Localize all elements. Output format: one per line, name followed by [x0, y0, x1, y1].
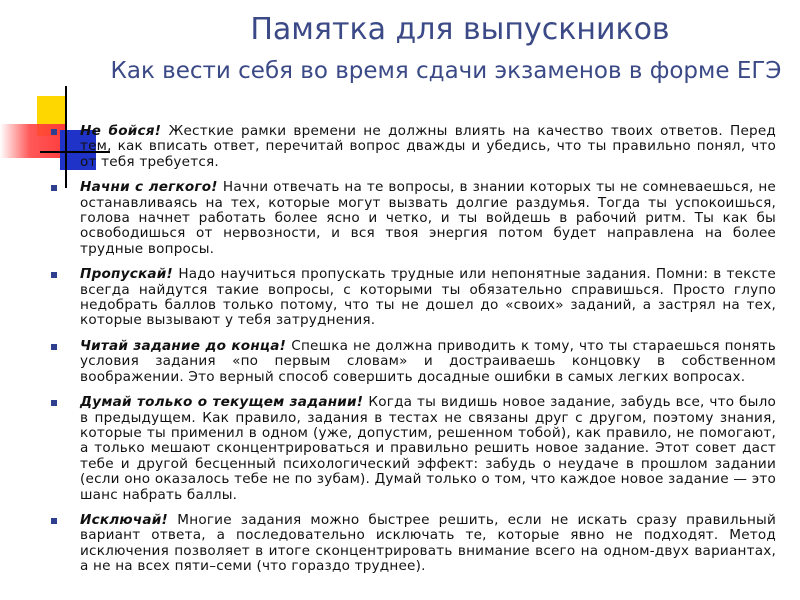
bullet-square-icon [51, 185, 57, 191]
tip-title: Пропускай! [80, 266, 179, 283]
tip-item-start-easy [48, 180, 776, 257]
tip-text: Начни отвечать на те вопросы, в знании которых ты не сомневаешься, не останавливаясь на тех, которые могут вызвать долгие раздумья. Тогда ты успокоишься, голова начнет работать более ясно и четко, и ты войдешь в рабочий ритм. Ты как бы освободишься от нервозности, и вся твоя энергия потом будет направлена на более трудные вопросы. [80, 179, 776, 257]
tip-text: Надо научиться пропускать трудные или непонятные задания. Помни: в тексте всегда найдутся такие вопросы, с которыми ты обязательно справишься. Просто глупо недобрать баллов только потому, что ты не дошел до «своих» заданий, а застрял на тех, которые вызывают у тебя затруднения. [80, 266, 776, 329]
tip-title: Исключай! [80, 511, 178, 528]
tip-item-current-task [48, 395, 776, 503]
tip-text: Жесткие рамки времени не должны влиять на качество твоих ответов. Перед тем, как вписать ответ, перечитай вопрос дважды и убедись, что ты правильно понял, что от тебя требуется. [80, 123, 776, 170]
tip-item-read-to-end [48, 339, 776, 385]
tip-text: Когда ты видишь новое задание, забудь все, что было в предыдущем. Как правило, задания в тестах не связаны друг с другом, поэтому знания, которые ты применил в одном (уже, допустим, решенном тобой), как правило, не помогают, а только мешают сконцентрироваться и правильно решить новое задание. Этот совет даст тебе и другой бесценный психологический эффект: забудь о неудаче в прошлом задании (если оно оказалось тебе не по зубам). Думай только о том, что каждое новое задание — это шанс набрать баллы. [80, 394, 776, 503]
bullet-square-icon [51, 129, 57, 135]
tip-item-exclude [48, 513, 776, 575]
tip-text: Многие задания можно быстрее решить, если не искать сразу правильный вариант ответа, а последовательно исключать те, которые явно не подходят. Метод исключения позволяет в итоге сконцентрировать внимание всего на одном-двух вариантах, а не на всех пяти–семи (что гораздо труднее). [80, 511, 776, 575]
tip-item-skip [48, 267, 776, 329]
page-subtitle: Как вести себя во время сдачи экзаменов в форме ЕГЭ [110, 58, 782, 84]
bullet-square-icon [51, 518, 57, 524]
tip-item-not-afraid [48, 124, 776, 170]
tip-title: Думай только о текущем задании! [80, 394, 369, 411]
tips-list [48, 124, 776, 585]
page-title: Памятка для выпускников [250, 12, 670, 47]
tip-title: Читай задание до конца! [80, 337, 292, 354]
tip-text: Спешка не должна приводить к тому, что ты стараешься понять условия задания «по первым словам» и достраиваешь концовку в собственном воображении. Это верный способ совершить досадные ошибки в самых легких вопросах. [80, 337, 776, 385]
tip-title: Не бойся! [80, 123, 169, 139]
tip-title: Начни с легкого! [80, 179, 223, 196]
bullet-square-icon [51, 272, 57, 278]
bullet-square-icon [51, 344, 57, 350]
bullet-square-icon [51, 400, 57, 406]
